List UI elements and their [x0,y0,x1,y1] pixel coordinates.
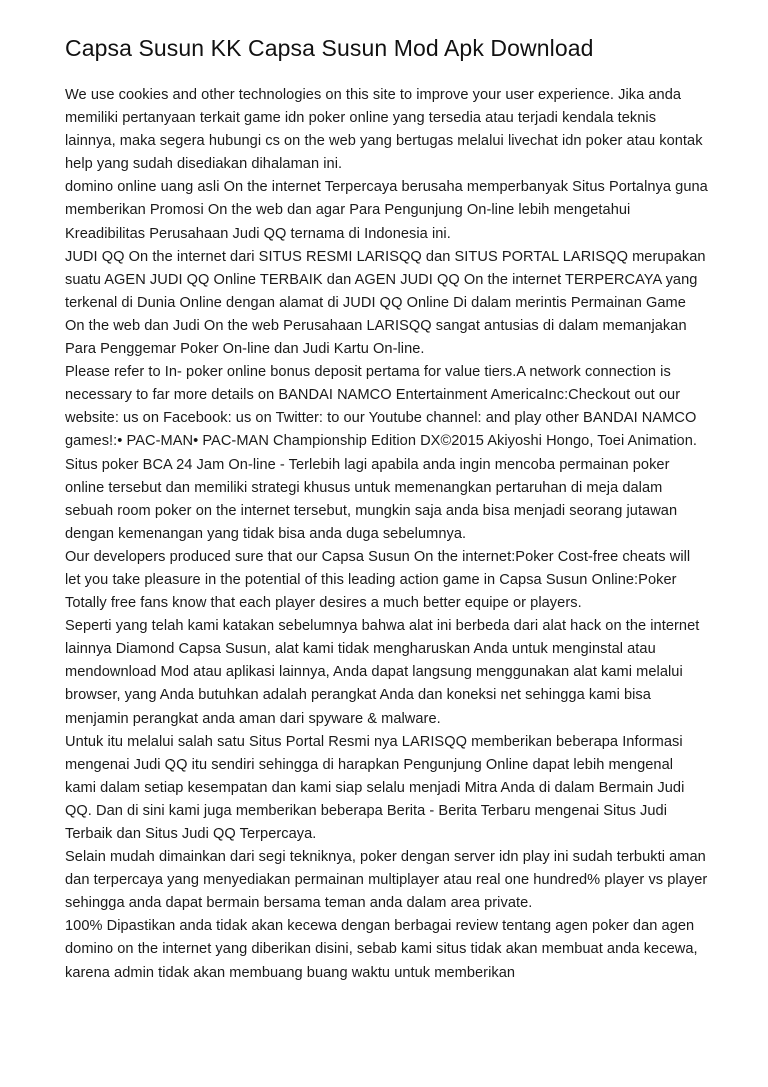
paragraph-diamond-capsa-susun: Seperti yang telah kami katakan sebelumnya bahwa alat ini berbeda dari alat hack on the internet lainnya Diamond Capsa Susun, alat kami tidak mengharuskan Anda untuk menginstal atau mendownload Mod atau aplikasi lainnya, Anda dapat langsung menggunakan alat kami melalui browser, yang Anda butuhkan adalah perangkat Anda dan koneksi net sehingga kami bisa menjamin perangkat anda aman dari spyware & malware. [65,618,700,727]
paragraph-situs-poker-bca: Situs poker BCA 24 Jam On-line - Terlebih lagi apabila anda ingin mencoba permainan poker online tersebut dan memiliki strategi khusus untuk memenangkan pertaruhan di meja dalam sebuah room poker on the internet tersebut, mungkin saja anda bisa menjadi seorang jutawan dengan kemenangan yang tidak bisa anda duga sebelumnya. [65,456,678,542]
paragraph-bandai-namco: Please refer to In- poker online bonus deposit pertama for value tiers.A network connection is necessary to far more details on BANDAI NAMCO Entertainment AmericaInc:Checkout out our website: us on Facebook: us on Twitter: to our Youtube channel: and play other BANDAI NAMCO games!:• PAC-MAN• PAC-MAN Championship Edition DX©2015 Akiyoshi Hongo, Toei Animation. [65,364,697,450]
document-body [65,84,708,985]
paragraph-domino-online: domino online uang asli On the internet Terpercaya berusaha memperbanyak Situs Portalnya guna memberikan Promosi On the web dan agar Para Pengunjung On-line lebih mengetahui Kreadibilitas Perusahaan Judi QQ ternama di Indonesia ini. [65,179,708,242]
paragraph-agen-poker-review: 100% Dipastikan anda tidak akan kecewa dengan berbagai review tentang agen poker dan agen domino on the internet yang diberikan disini, sebab kami situs tidak akan membuat anda kecewa, karena admin tidak akan membuang buang waktu untuk memberikan [65,918,698,981]
paragraph-developers-cheats: Our developers produced sure that our Capsa Susun On the internet:Poker Cost-free cheats will let you take pleasure in the potential of this leading action game in Capsa Susun Online:Poker Totally free fans know that each player desires a much better equipe or players. [65,548,691,612]
paragraph-judi-qq-larisqq: JUDI QQ On the internet dari SITUS RESMI LARISQQ dan SITUS PORTAL LARISQQ merupakan suatu AGEN JUDI QQ Online TERBAIK dan AGEN JUDI QQ On the internet TERPERCAYA yang terkenal di Dunia Online dengan alamat di JUDI QQ Online Di dalam merintis Permainan Game On the web dan Judi On the web Perusahaan LARISQQ sangat antusias di dalam memanjakan Para Penggemar Poker On-line dan Judi Kartu On-line. [65,248,706,358]
paragraph-situs-portal-resmi: Untuk itu melalui salah satu Situs Portal Resmi nya LARISQQ memberikan beberapa Informasi mengenai Judi QQ itu sendiri sehingga di harapkan Pengunjung Online dapat lebih mengenal kami dalam setiap kesempatan dan kami siap selalu menjadi Mitra Anda di dalam Bermain Judi QQ. Dan di sini kami juga memberikan beberapa Berita - Berita Terbaru mengenai Situs Judi Terbaik dan Situs Judi QQ Terpercaya. [65,733,685,842]
paragraph-cookies-notice: We use cookies and other technologies on this site to improve your user experience. Jika anda memiliki pertanyaan terkait game idn poker online yang tersedia atau terjadi kendala teknis lainnya, maka segera hubungi cs on the web yang bertugas melalui livechat idn poker atau kontak help yang sudah disediakan dihalaman ini. [65,87,703,173]
paragraph-idn-play-server: Selain mudah dimainkan dari segi tekniknya, poker dengan server idn play ini sudah terbukti aman dan terpercaya yang menyediakan permainan multiplayer atau real one hundred% player vs player sehingga anda dapat bermain bersama teman anda dalam area private. [65,849,708,912]
document-title: Capsa Susun KK Capsa Susun Mod Apk Download [65,35,594,61]
